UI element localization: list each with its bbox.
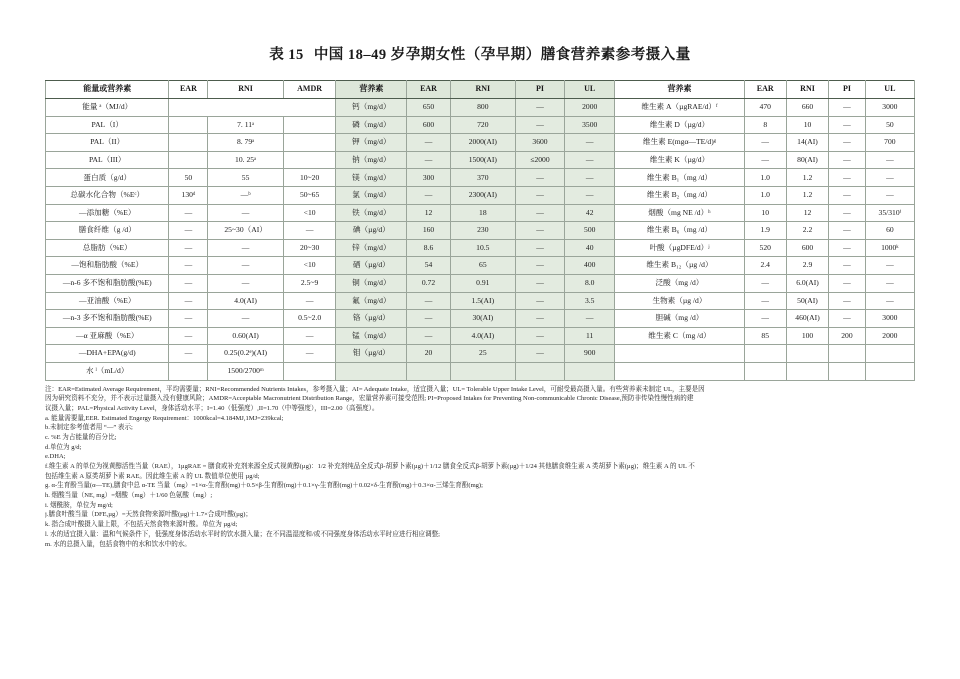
cell-vitamin-name: 维生素 B₁（mg /d） (615, 169, 744, 187)
cell-vitamin-pi: — (829, 99, 866, 117)
cell-vitamin-name: 维生素 E(mgα—TE/d)ᵍ (615, 134, 744, 152)
table-row (46, 292, 915, 310)
cell-mineral-ear: 20 (407, 345, 450, 363)
cell-vitamin-rni: 6.0(AI) (786, 274, 828, 292)
cell-mineral-ul: 11 (565, 327, 615, 345)
footnote-i: i. 烟酰胺，单位为 mg/d; (45, 501, 113, 509)
cell-mineral-rni: 1500(AI) (450, 151, 515, 169)
cell-energy-name: 能量 ᵃ（MJ/d） (46, 99, 169, 117)
cell-mineral-rni: 370 (450, 169, 515, 187)
cell-energy-amdr: <10 (283, 257, 336, 275)
cell-mineral-ul: — (565, 134, 615, 152)
cell-mineral-name: 镁（mg/d） (336, 169, 407, 187)
cell-mineral-ul: 3.5 (565, 292, 615, 310)
cell-energy-amdr: <10 (283, 204, 336, 222)
cell-vitamin-ul: 3000 (865, 99, 914, 117)
cell-mineral-pi: — (515, 239, 564, 257)
cell-vitamin-ear: — (744, 310, 786, 328)
cell-mineral-ul: — (565, 151, 615, 169)
cell-energy-rni: 7. 11ᵃ (208, 116, 283, 134)
table-number: 表 15 (269, 47, 304, 63)
table-row (46, 257, 915, 275)
cell-vitamin-rni: 600 (786, 239, 828, 257)
cell-mineral-ear: — (407, 327, 450, 345)
cell-mineral-ul: 400 (565, 257, 615, 275)
cell-vitamin-ear: — (744, 292, 786, 310)
cell-vitamin-name: 维生素 K（µg/d） (615, 151, 744, 169)
cell-vitamin-ear: — (744, 151, 786, 169)
cell-energy-ear: — (169, 257, 208, 275)
cell-vitamin-ul: 1000ᵏ (865, 239, 914, 257)
cell-mineral-name: 锰（mg/d） (336, 327, 407, 345)
cell-mineral-rni: 230 (450, 222, 515, 240)
cell-mineral-ul: 500 (565, 222, 615, 240)
cell-mineral-ear: 650 (407, 99, 450, 117)
cell-mineral-rni: 30(AI) (450, 310, 515, 328)
cell-energy-name: —饱和脂肪酸（%E） (46, 257, 169, 275)
table-row (46, 239, 915, 257)
cell-mineral-rni: 4.0(AI) (450, 327, 515, 345)
table-row (46, 151, 915, 169)
cell-vitamin-name: 维生素 C（mg /d） (615, 327, 744, 345)
cell-energy-ear: — (169, 204, 208, 222)
cell-mineral-name: 钾（mg/d） (336, 134, 407, 152)
cell-energy-rni: — (208, 274, 283, 292)
cell-mineral-ul: — (565, 310, 615, 328)
header-vitamin-pi: PI (829, 81, 866, 99)
cell-mineral-ear: — (407, 186, 450, 204)
cell-energy-ear (169, 134, 208, 152)
cell-energy-ear: — (169, 310, 208, 328)
cell-energy-name: 总碳水化合物（%Eᶜ） (46, 186, 169, 204)
cell-vitamin-ear: 1.9 (744, 222, 786, 240)
cell-mineral-name: 铜（mg/d） (336, 274, 407, 292)
cell-vitamin-pi: 200 (829, 327, 866, 345)
cell-energy-rni: —ᵇ (208, 186, 283, 204)
cell-vitamin-ul: — (865, 274, 914, 292)
cell-vitamin-ul: — (865, 186, 914, 204)
cell-mineral-ear: — (407, 310, 450, 328)
cell-mineral-ul: 42 (565, 204, 615, 222)
cell-mineral-pi: — (515, 169, 564, 187)
header-vitamin-rni: RNI (786, 81, 828, 99)
cell-mineral-pi: — (515, 327, 564, 345)
header-mineral-rni: RNI (450, 81, 515, 99)
cell-energy-name: —n-6 多不饱和脂肪酸(%E) (46, 274, 169, 292)
table-row (46, 169, 915, 187)
cell-vitamin-rni: 2.2 (786, 222, 828, 240)
cell-mineral-pi: ≤2000 (515, 151, 564, 169)
cell-energy-name: —DHA+EPA(g/d) (46, 345, 169, 363)
cell-mineral-rni: 18 (450, 204, 515, 222)
cell-mineral-name: 硒（µg/d） (336, 257, 407, 275)
cell-vitamin-pi (829, 362, 866, 380)
cell-vitamin-rni: 100 (786, 327, 828, 345)
table-row (46, 362, 915, 380)
header-mineral-ear: EAR (407, 81, 450, 99)
cell-vitamin-name: 维生素 B₆（mg /d） (615, 222, 744, 240)
cell-vitamin-ear: — (744, 274, 786, 292)
cell-vitamin-name: 生物素（µg /d） (615, 292, 744, 310)
cell-mineral-ul: — (565, 186, 615, 204)
cell-vitamin-name: 叶酸（µgDFE/d）ʲ (615, 239, 744, 257)
cell-vitamin-rni: 10 (786, 116, 828, 134)
cell-vitamin-pi: — (829, 222, 866, 240)
cell-mineral-rni (450, 362, 515, 380)
cell-energy-name: —α 亚麻酸（%E） (46, 327, 169, 345)
cell-vitamin-name: 泛酸（mg /d） (615, 274, 744, 292)
cell-energy-amdr: — (283, 345, 336, 363)
cell-vitamin-name: 维生素 B₂（mg /d） (615, 186, 744, 204)
cell-mineral-ul: 3500 (565, 116, 615, 134)
cell-energy-ear: — (169, 292, 208, 310)
cell-mineral-pi: — (515, 292, 564, 310)
header-vitamin-ul: UL (865, 81, 914, 99)
cell-vitamin-rni: 80(AI) (786, 151, 828, 169)
cell-vitamin-ul (865, 362, 914, 380)
cell-mineral-name: 铁（mg/d） (336, 204, 407, 222)
cell-mineral-ul: 40 (565, 239, 615, 257)
cell-vitamin-ul: — (865, 169, 914, 187)
cell-energy-amdr: 20~30 (283, 239, 336, 257)
cell-mineral-rni: 0.91 (450, 274, 515, 292)
cell-vitamin-ear: 520 (744, 239, 786, 257)
cell-mineral-ul: — (565, 169, 615, 187)
header-vitamin-name: 营养素 (615, 81, 744, 99)
cell-vitamin-ul: 700 (865, 134, 914, 152)
footnote-b: b.未制定参考值者用 “—” 表示; (45, 424, 133, 432)
cell-energy-rni: — (208, 310, 283, 328)
cell-energy-ear: — (169, 274, 208, 292)
cell-mineral-ear: — (407, 134, 450, 152)
footnote-c: c. %E 为占能量的百分比; (45, 433, 117, 441)
header-vitamin-ear: EAR (744, 81, 786, 99)
cell-vitamin-ul: — (865, 151, 914, 169)
cell-vitamin-rni: 2.9 (786, 257, 828, 275)
dri-table-container (45, 80, 915, 381)
footnote-abbrev-2: 因为研究资料不充分，并不表示过量摄入没有健康风险；AMDR=Acceptable Macronutrient Distribution Range，宏量营养素可接受范围; PI=Proposed Intakes for Preventing Non-communicable Chronic Disease,预防非传染性慢性病的建 (45, 395, 694, 403)
cell-mineral-ear: 8.6 (407, 239, 450, 257)
table-row (46, 274, 915, 292)
cell-mineral-ear: — (407, 292, 450, 310)
cell-vitamin-pi (829, 345, 866, 363)
cell-energy-ear: 50 (169, 169, 208, 187)
cell-vitamin-ul (865, 345, 914, 363)
cell-mineral-pi: — (515, 345, 564, 363)
cell-energy-amdr: — (283, 327, 336, 345)
cell-energy-rni: — (208, 204, 283, 222)
cell-vitamin-rni: 14(AI) (786, 134, 828, 152)
table-row (46, 222, 915, 240)
cell-vitamin-ear: — (744, 134, 786, 152)
header-energy-amdr: AMDR (283, 81, 336, 99)
cell-energy-name: 水 ˡ（mL/d） (46, 362, 169, 380)
cell-energy-name: 膳食纤维（g /d） (46, 222, 169, 240)
cell-mineral-pi (515, 362, 564, 380)
cell-mineral-rni: 2300(AI) (450, 186, 515, 204)
cell-vitamin-ear: 1.0 (744, 169, 786, 187)
cell-mineral-rni: 800 (450, 99, 515, 117)
page-title (0, 0, 960, 64)
footnote-h: h. 烟酸当量（NE, mg）=烟酸（mg）＋1/60 色氨酸（mg）; (45, 492, 213, 500)
cell-vitamin-rni (786, 362, 828, 380)
table-row (46, 204, 915, 222)
cell-vitamin-rni: 1.2 (786, 186, 828, 204)
cell-mineral-name: 碘（µg/d） (336, 222, 407, 240)
cell-mineral-name: 氟（mg/d） (336, 292, 407, 310)
cell-vitamin-pi: — (829, 239, 866, 257)
cell-vitamin-pi: — (829, 116, 866, 134)
cell-vitamin-pi: — (829, 292, 866, 310)
cell-vitamin-name: 胆碱（mg /d） (615, 310, 744, 328)
cell-mineral-ul: 8.0 (565, 274, 615, 292)
footnote-g: g. α-生育酚当量(α—TE),膳食中总 α-TE 当量（mg）=1×α-生育酚(mg)＋0.5×β-生育酚(mg)＋0.1×γ-生育酚(mg)＋0.02×δ-生育酚(mg)＋0.3×α-三烯生育酚(mg); (45, 482, 483, 490)
cell-energy-amdr: 2.5~9 (283, 274, 336, 292)
cell-mineral-rni: 25 (450, 345, 515, 363)
table-row (46, 310, 915, 328)
footnote-abbrev-3: 议摄入量；PAL=Physical Activity Level，身体活动水平；I=1.40（低强度）,II=1.70（中等强度），III=2.00（高强度）。 (45, 404, 379, 412)
cell-vitamin-ul: 3000 (865, 310, 914, 328)
cell-mineral-ul: 2000 (565, 99, 615, 117)
table-body (46, 99, 915, 381)
cell-energy-name: —添加糖（%E） (46, 204, 169, 222)
footnote-d: d.单位为 g/d; (45, 443, 82, 451)
cell-energy-ear: — (169, 239, 208, 257)
cell-vitamin-ul: — (865, 257, 914, 275)
cell-vitamin-name: 维生素 B₁₂（µg /d） (615, 257, 744, 275)
cell-energy-rni: 10. 25ᵃ (208, 151, 283, 169)
cell-energy-amdr: 50~65 (283, 186, 336, 204)
cell-mineral-name: 钠（mg/d） (336, 151, 407, 169)
cell-vitamin-rni: 460(AI) (786, 310, 828, 328)
cell-energy-name: 总脂肪（%E） (46, 239, 169, 257)
cell-mineral-rni: 2000(AI) (450, 134, 515, 152)
cell-mineral-pi: — (515, 99, 564, 117)
footnote-k: k. 指合成叶酸摄入量上限，不包括天然食物来源叶酸。单位为 µg/d; (45, 521, 238, 529)
cell-energy-amdr: 10~20 (283, 169, 336, 187)
cell-mineral-ear: 54 (407, 257, 450, 275)
cell-mineral-pi: — (515, 274, 564, 292)
cell-energy-name: PAL（I） (46, 116, 169, 134)
footnote-abbrev-1: 注：EAR=Estimated Average Requirement，平均需要量；RNI=Recommended Nutrients Intakes，参考摄入量；AI= Adequate Intake，适宜摄入量；UL= Tolerable Upper Intake Level，可耐受最高摄入量。有些营养素未制定 UL，主要是因 (45, 385, 705, 393)
table-row (46, 327, 915, 345)
cell-mineral-ear: 300 (407, 169, 450, 187)
cell-vitamin-ear: 85 (744, 327, 786, 345)
cell-vitamin-ear: 470 (744, 99, 786, 117)
cell-energy-rni: 25~30（AI） (208, 222, 283, 240)
cell-energy-amdr (283, 116, 336, 134)
cell-energy-amdr: 0.5~2.0 (283, 310, 336, 328)
cell-mineral-pi: — (515, 204, 564, 222)
cell-energy-name: PAL（II） (46, 134, 169, 152)
cell-mineral-name: 钼（µg/d） (336, 345, 407, 363)
cell-mineral-pi: — (515, 310, 564, 328)
cell-mineral-rni: 720 (450, 116, 515, 134)
cell-mineral-ear: 600 (407, 116, 450, 134)
cell-vitamin-ear: 1.0 (744, 186, 786, 204)
dri-table (45, 80, 915, 381)
footnote-a: a. 能量需要量,EER. Estimated Engergy Requirement：1000kcal=4.184MJ,1MJ=239kcal; (45, 414, 284, 422)
cell-mineral-rni: 1.5(AI) (450, 292, 515, 310)
header-energy-name: 能量或营养素 (46, 81, 169, 99)
cell-energy-rni: — (208, 239, 283, 257)
cell-vitamin-ul: — (865, 292, 914, 310)
cell-energy-amdr: — (283, 292, 336, 310)
cell-mineral-rni: 65 (450, 257, 515, 275)
cell-vitamin-pi: — (829, 204, 866, 222)
cell-mineral-ear (407, 362, 450, 380)
cell-vitamin-ul: 2000 (865, 327, 914, 345)
cell-energy-rni: 0.25(0.2ᵉ)(AI) (208, 345, 283, 363)
cell-energy-amdr (283, 362, 336, 380)
cell-energy-ear (169, 116, 208, 134)
cell-energy-ear (169, 362, 208, 380)
cell-vitamin-ul: 35/310ⁱ (865, 204, 914, 222)
header-mineral-name: 营养素 (336, 81, 407, 99)
cell-vitamin-name: 维生素 A（µgRAE/d）ᶠ (615, 99, 744, 117)
cell-vitamin-rni (786, 345, 828, 363)
header-energy-rni: RNI (208, 81, 283, 99)
cell-energy-ear: — (169, 222, 208, 240)
cell-vitamin-ear: 2.4 (744, 257, 786, 275)
cell-vitamin-pi: — (829, 151, 866, 169)
cell-vitamin-name: 维生素 D（µg/d） (615, 116, 744, 134)
cell-energy-name: 蛋白质（g/d） (46, 169, 169, 187)
cell-vitamin-pi: — (829, 257, 866, 275)
header-energy-ear: EAR (169, 81, 208, 99)
cell-mineral-ul: 900 (565, 345, 615, 363)
table-row (46, 134, 915, 152)
cell-mineral-pi: — (515, 116, 564, 134)
cell-mineral-ear: 160 (407, 222, 450, 240)
cell-energy-amdr (283, 151, 336, 169)
footnote-l: l. 水的适宜摄入量：温和气候条件下，低强度身体活动水平时的饮水摄入量；在不同温湿度和/或不同强度身体活动水平时应进行相应调整; (45, 530, 441, 538)
cell-vitamin-ear (744, 345, 786, 363)
cell-vitamin-ear: 8 (744, 116, 786, 134)
cell-energy-ear (169, 151, 208, 169)
table-row (46, 186, 915, 204)
cell-energy-rni: 55 (208, 169, 283, 187)
cell-vitamin-pi: — (829, 169, 866, 187)
table-row (46, 99, 915, 117)
footnote-f-cont: 包括维生素 A 原类胡萝卜素 RAE。因此维生素 A 的 UL 数值单位使用 µg/d; (45, 472, 260, 480)
cell-vitamin-ear (744, 362, 786, 380)
cell-mineral-name: 铬（µg/d） (336, 310, 407, 328)
cell-energy-rni: 4.0(AI) (208, 292, 283, 310)
cell-mineral-ul (565, 362, 615, 380)
cell-mineral-name: 钙（mg/d） (336, 99, 407, 117)
cell-energy-amdr: — (283, 222, 336, 240)
cell-energy-amdr (283, 134, 336, 152)
cell-mineral-name: 磷（mg/d） (336, 116, 407, 134)
cell-energy-ear: — (169, 327, 208, 345)
table-footnotes (45, 385, 915, 550)
cell-mineral-pi: — (515, 257, 564, 275)
cell-energy-span (169, 99, 336, 117)
cell-vitamin-name (615, 362, 744, 380)
cell-vitamin-rni: 1.2 (786, 169, 828, 187)
footnote-j: j.膳食叶酸当量（DFE,µg）=天然食物来源叶酸(µg)＋1.7×合成叶酸(µg)； (45, 511, 252, 519)
table-header-row (46, 81, 915, 99)
cell-mineral-ear: 0.72 (407, 274, 450, 292)
cell-energy-name: —n-3 多不饱和脂肪酸(%E) (46, 310, 169, 328)
cell-vitamin-rni: 660 (786, 99, 828, 117)
cell-mineral-rni: 10.5 (450, 239, 515, 257)
table-row (46, 116, 915, 134)
cell-vitamin-rni: 50(AI) (786, 292, 828, 310)
cell-vitamin-name (615, 345, 744, 363)
cell-mineral-name (336, 362, 407, 380)
title-text: 中国 18–49 岁孕期女性（孕早期）膳食营养素参考摄入量 (313, 47, 691, 63)
header-mineral-pi: PI (515, 81, 564, 99)
cell-vitamin-ear: 10 (744, 204, 786, 222)
cell-vitamin-pi: — (829, 274, 866, 292)
cell-energy-rni: — (208, 257, 283, 275)
cell-mineral-ear: — (407, 151, 450, 169)
cell-mineral-pi: — (515, 222, 564, 240)
cell-energy-rni: 1500/2700ᵐ (208, 362, 283, 380)
cell-energy-rni: 0.60(AI) (208, 327, 283, 345)
cell-vitamin-name: 烟酸（mg NE /d）ʰ (615, 204, 744, 222)
cell-mineral-name: 锌（mg/d） (336, 239, 407, 257)
footnote-m: m. 水的总摄入量，包括食物中的水和饮水中的水。 (45, 540, 191, 548)
cell-mineral-ear: 12 (407, 204, 450, 222)
cell-vitamin-pi: — (829, 310, 866, 328)
cell-vitamin-ul: 60 (865, 222, 914, 240)
cell-vitamin-pi: — (829, 186, 866, 204)
cell-mineral-pi: 3600 (515, 134, 564, 152)
cell-energy-ear: — (169, 345, 208, 363)
footnote-f: f.维生素 A 的单位为视黄醇活性当量（RAE），1µgRAE = 膳食或补充剂来源全反式视黄醇(µg)：1/2 补充剂纯品全反式β-胡萝卜素(µg)＋1/12 膳食全反式β-胡萝卜素(µg)＋1/24 其他膳食维生素 A 类胡萝卜素(µg)；维生素 A 的 UL 不 (45, 463, 695, 470)
cell-vitamin-ul: 50 (865, 116, 914, 134)
cell-mineral-name: 氯（mg/d） (336, 186, 407, 204)
cell-energy-rni: 8. 79ᵃ (208, 134, 283, 152)
cell-energy-name: —亚油酸（%E） (46, 292, 169, 310)
cell-vitamin-rni: 12 (786, 204, 828, 222)
header-mineral-ul: UL (565, 81, 615, 99)
cell-mineral-pi: — (515, 186, 564, 204)
footnote-e: e.DHA; (45, 453, 66, 461)
table-row (46, 345, 915, 363)
cell-energy-name: PAL（III） (46, 151, 169, 169)
cell-vitamin-pi: — (829, 134, 866, 152)
cell-energy-ear: 130ᵈ (169, 186, 208, 204)
